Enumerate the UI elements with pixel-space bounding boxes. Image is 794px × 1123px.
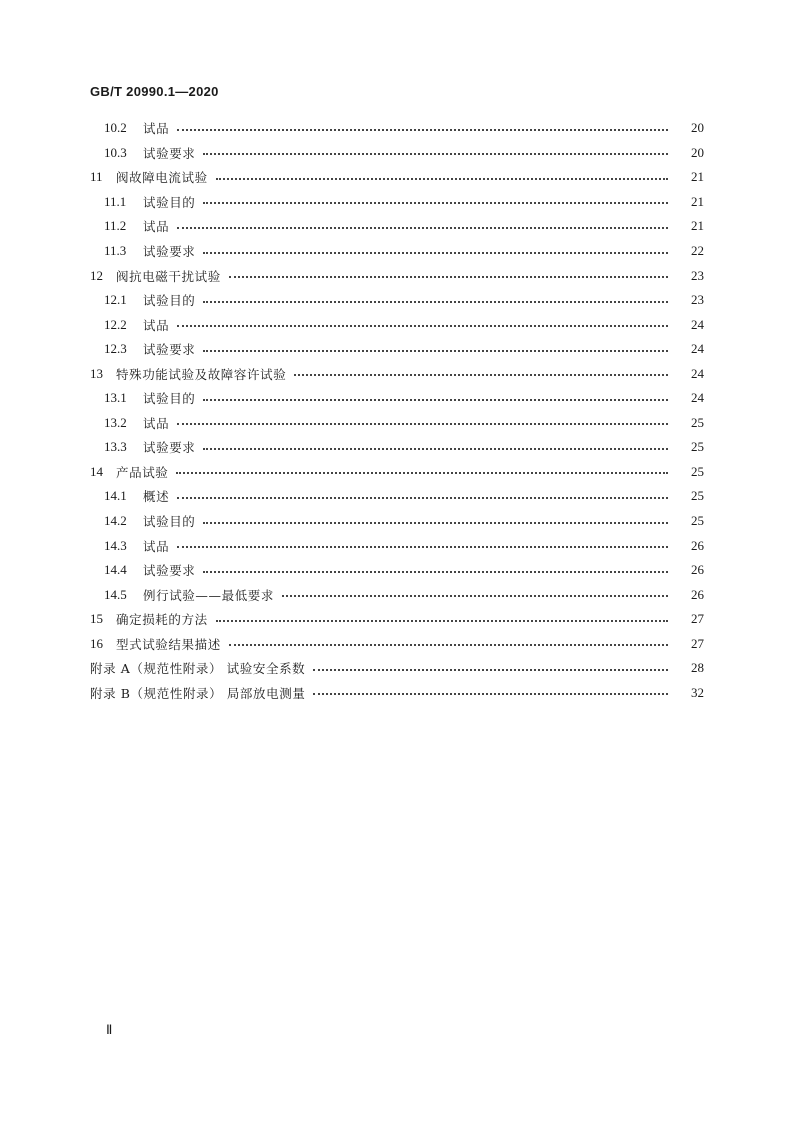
toc-dot-leader — [203, 447, 668, 450]
toc-entry-title: 附录 A（规范性附录） 试验安全系数 — [90, 661, 306, 677]
toc-entry-number: 15 — [90, 611, 103, 627]
toc-entry-page: 25 — [691, 488, 704, 504]
toc-dot-leader — [203, 521, 668, 524]
toc-entry-number: 12 — [90, 267, 103, 283]
toc-dot-leader — [203, 152, 668, 155]
toc-dot-leader — [177, 324, 668, 327]
toc-entry-title: 阀抗电磁干扰试验 — [116, 268, 221, 284]
toc-entry-number: 13.3 — [104, 439, 127, 455]
toc-entry-title: 试品 — [143, 121, 170, 137]
toc-entry-page: 21 — [691, 218, 704, 234]
toc-entry-page: 26 — [691, 586, 704, 602]
toc-entry-title: 概述 — [143, 489, 170, 505]
toc-entry-number: 10.3 — [104, 144, 127, 160]
toc-entry-16[interactable] — [0, 631, 794, 656]
toc-entry-11-2[interactable] — [0, 214, 794, 239]
toc-dot-leader — [203, 398, 668, 401]
toc-entry-title: 试验目的 — [143, 194, 196, 210]
toc-entry-number: 12.1 — [104, 292, 127, 308]
toc-entry-title: 型式试验结果描述 — [116, 636, 221, 652]
toc-entry-page: 23 — [691, 267, 704, 283]
toc-entry-title: 试验要求 — [143, 145, 196, 161]
toc-entry-14-2[interactable] — [0, 509, 794, 534]
toc-entry-page: 24 — [691, 390, 704, 406]
toc-entry-number: 11.1 — [104, 193, 127, 209]
toc-entry-number: 14.1 — [104, 488, 127, 504]
toc-entry-title: 试品 — [143, 415, 170, 431]
toc-entry-number: 11 — [90, 169, 103, 185]
toc-entry-number: 14.3 — [104, 537, 127, 553]
toc-entry-page: 22 — [691, 243, 704, 258]
toc-entry-page: 23 — [691, 292, 704, 308]
toc-entry-title: 例行试验——最低要求 — [143, 587, 275, 603]
toc-entry-page: 27 — [691, 635, 704, 651]
toc-entry-title: 阀故障电流试验 — [116, 170, 208, 186]
toc-dot-leader — [203, 201, 668, 204]
toc-entry-number: 13.2 — [104, 414, 127, 430]
toc-entry-page: 21 — [691, 193, 704, 209]
toc-entry-11-1[interactable] — [0, 190, 794, 215]
page-number-footer: Ⅱ — [106, 1022, 113, 1037]
toc-entry-14[interactable] — [0, 460, 794, 485]
toc-entry-page: 25 — [691, 439, 704, 455]
toc-entry-page: 26 — [691, 562, 704, 578]
toc-entry-13[interactable] — [0, 361, 794, 386]
toc-dot-leader — [203, 349, 668, 352]
toc-entry-title: 试验目的 — [143, 391, 196, 407]
toc-entry-number: 13.1 — [104, 390, 127, 406]
toc-entry-13-1[interactable] — [0, 386, 794, 411]
toc-dot-leader — [229, 643, 668, 646]
toc-entry-page: 20 — [691, 144, 704, 160]
toc-entry-15[interactable] — [0, 607, 794, 632]
toc-dot-leader — [216, 177, 668, 180]
toc-entry-number: 12.3 — [104, 341, 127, 357]
toc-entry-page: 24 — [691, 316, 704, 332]
toc-dot-leader — [313, 692, 668, 695]
toc-dot-leader — [294, 373, 668, 376]
toc-entry-title: 试验要求 — [143, 440, 196, 456]
toc-entry-number: 11.3 — [104, 243, 127, 258]
toc-entry-page: 32 — [691, 684, 704, 700]
toc-entry-title: 试验目的 — [143, 514, 196, 530]
toc-dot-leader — [177, 226, 668, 229]
toc-entry-page: 25 — [691, 414, 704, 430]
toc-entry-title: 确定损耗的方法 — [116, 612, 208, 628]
toc-entry-10-2[interactable] — [0, 116, 794, 141]
toc-entry-page: 21 — [691, 169, 704, 185]
toc-entry-14-1[interactable] — [0, 484, 794, 509]
toc-entry-number: 12.2 — [104, 316, 127, 332]
toc-entry-14-5[interactable] — [0, 582, 794, 607]
toc-entry-annex-a[interactable] — [0, 656, 794, 681]
toc-entry-title: 附录 B（规范性附录） 局部放电测量 — [90, 685, 306, 701]
standard-number-header: GB/T 20990.1—2020 — [90, 84, 219, 99]
toc-entry-page: 28 — [691, 660, 704, 676]
toc-dot-leader — [313, 668, 668, 671]
toc-entry-number: 16 — [90, 635, 103, 651]
toc-entry-10-3[interactable] — [0, 141, 794, 166]
toc-entry-page: 25 — [691, 513, 704, 529]
toc-entry-page: 27 — [691, 611, 704, 627]
toc-entry-page: 20 — [691, 120, 704, 136]
toc-entry-number: 14.4 — [104, 562, 127, 578]
toc-entry-title: 试品 — [143, 538, 170, 554]
toc-entry-12[interactable] — [0, 263, 794, 288]
toc-entry-annex-b[interactable] — [0, 681, 794, 706]
toc-dot-leader — [203, 251, 668, 254]
toc-entry-title: 产品试验 — [116, 464, 169, 480]
toc-entry-12-1[interactable] — [0, 288, 794, 313]
toc-entry-14-3[interactable] — [0, 533, 794, 558]
toc-dot-leader — [177, 496, 668, 499]
toc-dot-leader — [229, 275, 668, 278]
toc-dot-leader — [177, 545, 668, 548]
toc-dot-leader — [203, 300, 668, 303]
toc-entry-number: 13 — [90, 365, 103, 381]
toc-entry-page: 24 — [691, 341, 704, 357]
toc-entry-title: 试品 — [143, 317, 170, 333]
toc-entry-number: 14.2 — [104, 513, 127, 529]
toc-entry-title: 特殊功能试验及故障容许试验 — [116, 366, 287, 382]
toc-entry-12-3[interactable] — [0, 337, 794, 362]
toc-entry-page: 25 — [691, 463, 704, 479]
toc-entry-13-3[interactable] — [0, 435, 794, 460]
toc-entry-11[interactable] — [0, 165, 794, 190]
toc-dot-leader — [282, 594, 668, 597]
toc-dot-leader — [177, 128, 668, 131]
toc-entry-13-2[interactable] — [0, 411, 794, 436]
toc-dot-leader — [203, 570, 668, 573]
toc-entry-title: 试验要求 — [143, 563, 196, 579]
toc-dot-leader — [176, 471, 668, 474]
toc-entry-page: 24 — [691, 365, 704, 381]
toc-entry-title: 试验目的 — [143, 293, 196, 309]
toc-entry-14-4[interactable] — [0, 558, 794, 583]
toc-entry-12-2[interactable] — [0, 312, 794, 337]
toc-entry-title: 试品 — [143, 219, 170, 235]
toc-entry-number: 14 — [90, 463, 103, 479]
toc-entry-number: 14.5 — [104, 586, 127, 602]
table-of-contents — [0, 116, 794, 705]
toc-entry-title: 试验要求 — [143, 244, 196, 259]
toc-dot-leader — [216, 619, 668, 622]
toc-entry-number: 10.2 — [104, 120, 127, 136]
toc-entry-11-3[interactable] — [0, 239, 794, 264]
toc-entry-number: 11.2 — [104, 218, 127, 234]
toc-entry-page: 26 — [691, 537, 704, 553]
toc-entry-title: 试验要求 — [143, 342, 196, 358]
toc-dot-leader — [177, 422, 668, 425]
